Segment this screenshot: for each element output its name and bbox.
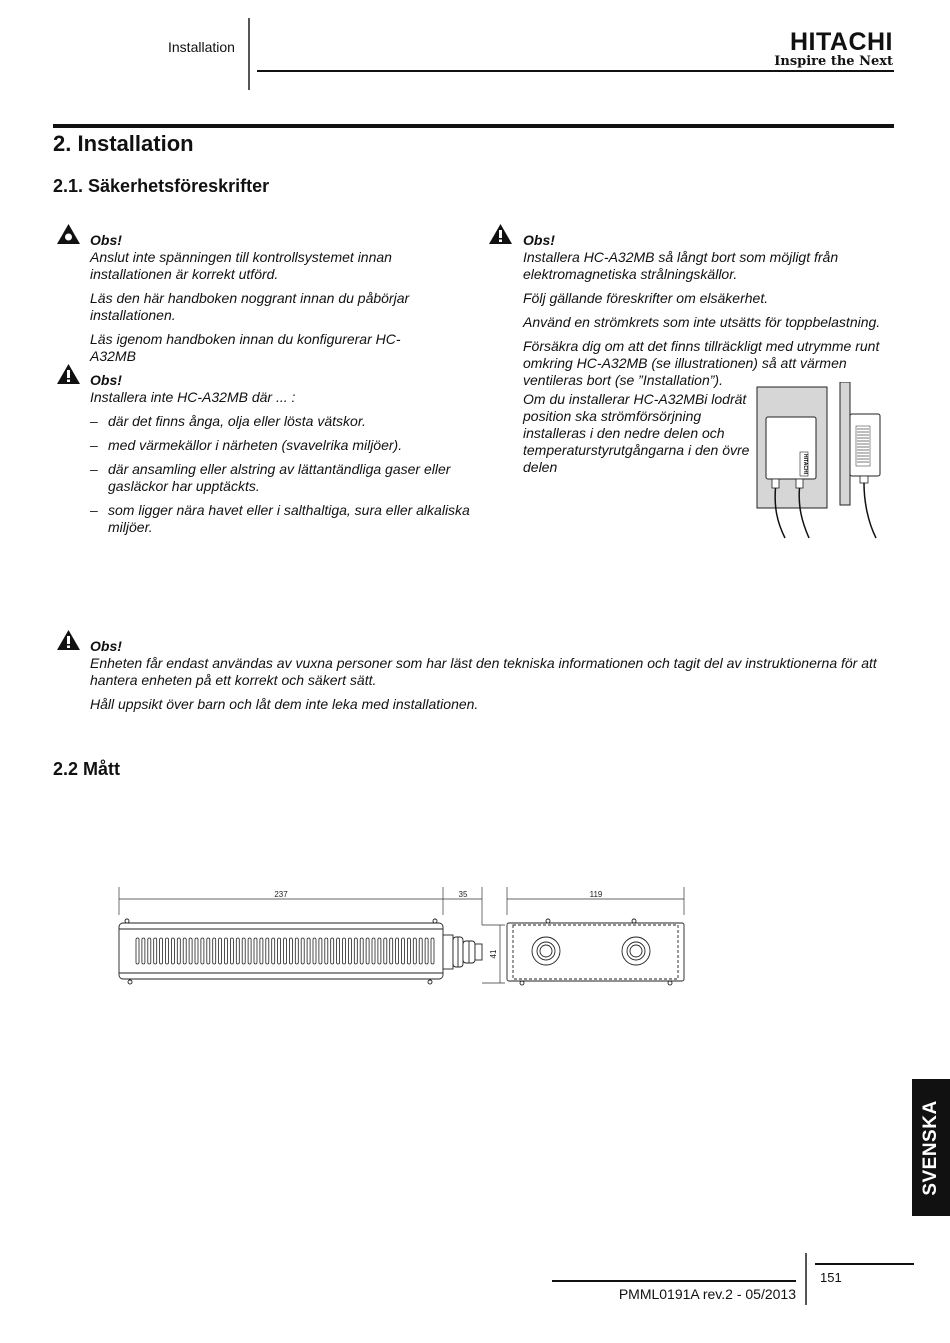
header-section-label: Installation [168, 39, 235, 55]
logo-tagline: Inspire the Next [774, 54, 893, 69]
vent-slot [171, 938, 174, 964]
vent-slot [295, 938, 298, 964]
installation-illustration [752, 382, 894, 542]
logo-brand: HITACHI [789, 28, 893, 56]
vent-slot [360, 938, 363, 964]
vent-slot [378, 938, 381, 964]
hitachi-logo [774, 30, 893, 70]
document-code: PMML0191A rev.2 - 05/2013 [618, 1286, 796, 1302]
note-3-p2: Följ gällande föreskrifter om elsäkerhet. [523, 290, 769, 306]
vent-slot [242, 938, 245, 964]
vent-slot [284, 938, 287, 964]
warning-icon [56, 223, 81, 245]
vent-slot [407, 938, 410, 964]
note-2-intro: Installera inte HC-A32MB där ... : [90, 389, 296, 405]
vent-slot [201, 938, 204, 964]
dim-width: 119 [589, 890, 603, 899]
section-heading-2-2: 2.2 Mått [53, 759, 121, 779]
note-4-obs: Obs! [90, 638, 122, 654]
vent-slot [136, 938, 139, 964]
header-divider [248, 18, 250, 90]
vent-slot [402, 938, 405, 964]
vent-slot [431, 938, 434, 964]
vent-slot [177, 938, 180, 964]
note-1 [90, 232, 435, 372]
vent-slot [348, 938, 351, 964]
dim-length: 237 [274, 890, 288, 899]
vent-slot [425, 938, 428, 964]
list-item: – som ligger nära havet eller i salthaltiga, sura eller alkaliska miljöer. [90, 502, 470, 535]
note-1-obs: Obs! [90, 232, 122, 248]
footer-divider [805, 1253, 807, 1305]
vent-slot [331, 938, 334, 964]
vent-slot [230, 938, 233, 964]
warning-icon [56, 363, 81, 385]
vent-slot [266, 938, 269, 964]
vent-slot [307, 938, 310, 964]
note-3-p3: Använd en strömkrets som inte utsätts för toppbelastning. [523, 314, 881, 330]
warning-icon [488, 223, 513, 245]
vent-slot [289, 938, 292, 964]
vent-slot [183, 938, 186, 964]
vent-slot [319, 938, 322, 964]
note-3-p1: Installera HC-A32MB så långt bort som möjligt från elektromagnetiska strålningskällor. [523, 249, 839, 282]
list-item: – med värmekällor i närheten (svavelrika miljöer). [90, 437, 403, 453]
note-3-obs: Obs! [523, 232, 555, 248]
vent-slot [313, 938, 316, 964]
vent-slot [325, 938, 328, 964]
vent-slot [154, 938, 157, 964]
note-4 [90, 638, 890, 720]
footer-rule-right [815, 1263, 914, 1265]
footer-rule-left [552, 1280, 796, 1282]
header-rule [257, 70, 894, 72]
vent-slot [260, 938, 263, 964]
vent-slot [160, 938, 163, 964]
dim-height: 41 [489, 949, 498, 959]
vent-slot [254, 938, 257, 964]
device-label: HITACHI [802, 454, 808, 474]
section-heading-2-1: 2.1. Säkerhetsföreskrifter [53, 176, 270, 196]
vent-slot [354, 938, 357, 964]
vent-slot [219, 938, 222, 964]
vent-slot [301, 938, 304, 964]
note-2 [90, 372, 475, 543]
title-rule [53, 124, 894, 128]
warning-icon [56, 629, 81, 651]
vent-slot [225, 938, 228, 964]
vent-slot [236, 938, 239, 964]
note-4-p1: Enheten får endast användas av vuxna personer som har läst den tekniska informationen och tagit del av instruktionerna för att hantera enheten på ett korrekt och säkert sätt. [90, 655, 877, 688]
vent-slot [413, 938, 416, 964]
language-tab [912, 1079, 950, 1216]
vent-slot [343, 938, 346, 964]
list-item: – där det finns ånga, olja eller lösta vätskor. [90, 413, 366, 429]
vent-slot [272, 938, 275, 964]
vent-slot [189, 938, 192, 964]
note-3-p5: Om du installerar HC-A32MBi lodrät position ska strömförsörjning installeras i den nedre delen och temperaturstyrutgångarna i den övre delen [523, 391, 750, 475]
vent-slot [195, 938, 198, 964]
note-2-obs: Obs! [90, 372, 122, 388]
vent-slot [142, 938, 145, 964]
page-title: 2. Installation [53, 131, 194, 156]
page-number: 151 [820, 1270, 842, 1285]
vent-slot [248, 938, 251, 964]
note-3-p4: Försäkra dig om att det finns tillräckligt med utrymme runt omkring HC-A32MB (se illustrationen) så att värmen ventileras bort (se ”Installation”). [523, 338, 880, 388]
note-1-p2: Läs den här handboken noggrant innan du påbörjar installationen. [90, 290, 410, 323]
vent-slot [148, 938, 151, 964]
language-tab-label: SVENSKA [920, 1099, 941, 1196]
note-1-p3: Läs igenom handboken innan du konfigurerar HC-A32MB [90, 331, 401, 364]
vent-slot [337, 938, 340, 964]
vent-slot [419, 938, 422, 964]
vent-slot [366, 938, 369, 964]
vent-slot [278, 938, 281, 964]
vent-slot [396, 938, 399, 964]
dimension-drawing [110, 885, 700, 995]
vent-slot [213, 938, 216, 964]
vent-slot [384, 938, 387, 964]
dim-gland: 35 [458, 890, 468, 899]
vent-slot [166, 938, 169, 964]
vent-slot [390, 938, 393, 964]
list-item: – där ansamling eller alstring av lättantändliga gaser eller gasläckor har upptäckts. [90, 461, 451, 494]
note-1-p1: Anslut inte spänningen till kontrollsystemet innan installationen är korrekt utförd. [90, 249, 392, 282]
note-4-p2: Håll uppsikt över barn och låt dem inte leka med installationen. [90, 696, 479, 712]
vent-slot [207, 938, 210, 964]
vent-slot [372, 938, 375, 964]
